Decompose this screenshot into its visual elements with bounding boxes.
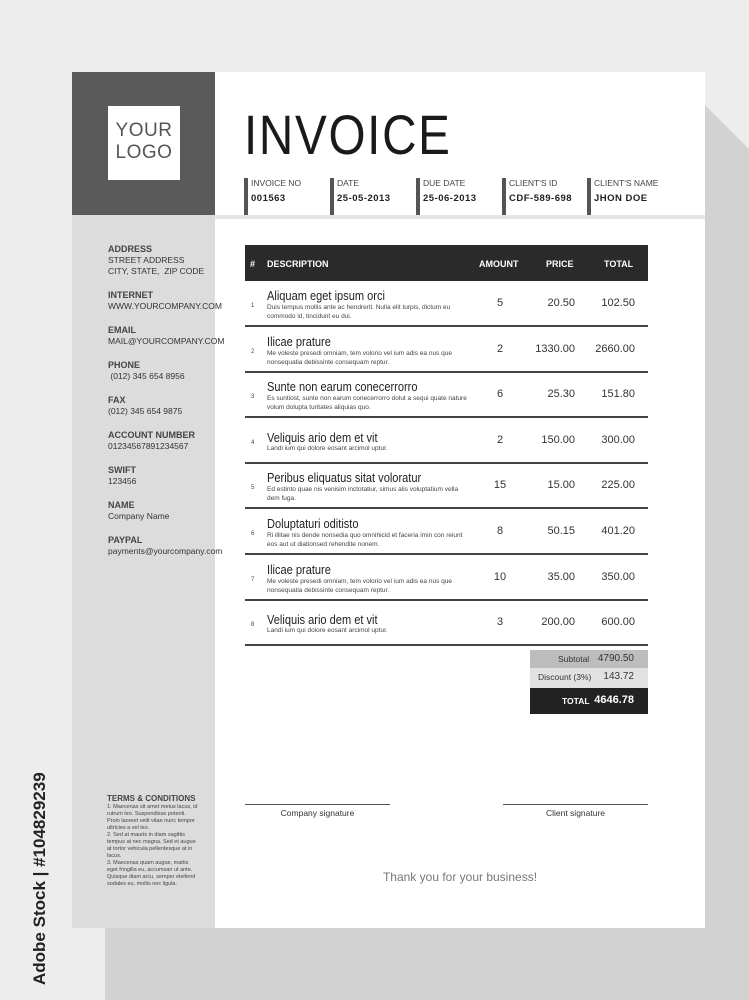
info-block bbox=[108, 430, 224, 452]
meta-label: DUE DATE bbox=[423, 178, 466, 188]
row-num: 7 bbox=[251, 576, 255, 583]
meta-value: 001563 bbox=[251, 193, 286, 204]
meta-value: 25-06-2013 bbox=[423, 193, 477, 204]
table-header bbox=[245, 245, 648, 281]
info-block bbox=[108, 465, 224, 487]
info-block bbox=[108, 500, 224, 522]
info-label: SWIFT bbox=[108, 465, 136, 475]
item-description: Es suntiost, sunte non earum conecerrorro dolut a sequi quate nature volum dolupta turitates aliquias quo. bbox=[267, 395, 467, 412]
item-price: 20.50 bbox=[547, 297, 575, 309]
item-price: 15.00 bbox=[547, 479, 575, 492]
terms-title: TERMS & CONDITIONS bbox=[107, 794, 196, 803]
invoice-page bbox=[72, 72, 705, 928]
info-label: ACCOUNT NUMBER bbox=[108, 430, 195, 440]
meta-label: CLIENT'S ID bbox=[509, 178, 558, 188]
logo-text: LOGO bbox=[115, 142, 173, 163]
item-title: Sunte non earum conecerrorro bbox=[267, 379, 418, 395]
meta-value: 25-05-2013 bbox=[337, 193, 391, 204]
item-price: 35.00 bbox=[547, 570, 575, 583]
row-num: 5 bbox=[251, 485, 255, 492]
terms-item: 2. Sed at mauris in diam sagittis tempus at nec magna. Sed et augue at tortor vehicula pellentesque at in lacus. bbox=[107, 832, 196, 859]
info-value: STREET ADDRESS bbox=[108, 255, 185, 265]
meta-field bbox=[330, 178, 391, 215]
item-amount: 5 bbox=[496, 297, 504, 309]
subtotal-value: 4790.50 bbox=[597, 653, 634, 664]
table-row bbox=[245, 509, 648, 555]
logo-panel bbox=[72, 72, 215, 215]
discount-label: Discount (3%) bbox=[538, 672, 592, 682]
company-info bbox=[108, 244, 224, 570]
item-amount: 15 bbox=[493, 479, 507, 492]
row-num: 8 bbox=[251, 622, 255, 629]
info-value: CITY, STATE, ZIP CODE bbox=[108, 266, 205, 276]
meta-label: INVOICE NO bbox=[251, 178, 302, 188]
item-title: Aliquam eget ipsum orci bbox=[267, 288, 385, 303]
subtotal-row bbox=[530, 650, 648, 668]
info-block bbox=[108, 360, 224, 382]
item-price: 200.00 bbox=[541, 616, 575, 629]
discount-row bbox=[530, 668, 648, 688]
header-divider bbox=[215, 215, 705, 219]
total-label: TOTAL bbox=[562, 696, 590, 706]
item-amount: 3 bbox=[496, 616, 504, 629]
item-total: 350.00 bbox=[601, 570, 635, 583]
item-total: 151.80 bbox=[601, 388, 635, 401]
item-total: 2660.00 bbox=[595, 342, 635, 355]
table-row bbox=[245, 327, 648, 373]
client-signature: Client signature bbox=[503, 804, 648, 818]
total-row bbox=[530, 688, 648, 714]
item-description: Landi ium qui dolore eosant arcimol uptur. bbox=[267, 444, 388, 452]
discount-value: 143.72 bbox=[603, 671, 634, 682]
table-row bbox=[245, 463, 648, 509]
item-amount: 8 bbox=[496, 525, 504, 537]
info-value: (012) 345 654 8956 bbox=[108, 371, 185, 381]
terms-item: 3. Maecenas quam augue, mattis eget fringilla eu, accumsan ut ante. Quisque diam arcu, semper eleifend sodales eu, mollis nec ligula. bbox=[107, 860, 196, 887]
meta-field bbox=[244, 178, 301, 215]
info-block bbox=[108, 535, 224, 557]
table-row bbox=[245, 281, 648, 327]
meta-value: CDF-589-698 bbox=[509, 193, 573, 204]
col-total: TOTAL bbox=[604, 259, 634, 269]
item-description: Me voleste presedi omniam, tem volorio vel ium adis ea nus que nonsequatia debissinte consequam reptur. bbox=[267, 349, 452, 366]
table-row bbox=[245, 418, 648, 464]
info-label: INTERNET bbox=[108, 290, 153, 300]
info-block bbox=[108, 325, 224, 347]
page-title: INVOICE bbox=[244, 103, 452, 166]
meta-value: JHON DOE bbox=[594, 193, 648, 204]
item-amount: 10 bbox=[493, 570, 507, 583]
logo bbox=[108, 106, 180, 180]
info-value: (012) 345 654 9875 bbox=[108, 406, 183, 416]
info-value: MAIL@YOURCOMPANY.COM bbox=[108, 336, 225, 346]
col-amount: AMOUNT bbox=[479, 259, 519, 269]
row-num: 6 bbox=[251, 531, 255, 537]
item-amount: 2 bbox=[496, 433, 504, 446]
item-title: Veliquis ario dem et vit bbox=[267, 612, 378, 628]
item-title: Peribus eliquatus sitat voloratur bbox=[267, 470, 422, 486]
table-row bbox=[245, 600, 648, 646]
table-row bbox=[245, 372, 648, 418]
info-label: PHONE bbox=[108, 360, 141, 370]
item-total: 401.20 bbox=[601, 525, 635, 537]
row-num: 2 bbox=[251, 348, 255, 355]
item-description: Me voleste presedi omniam, tem volorio vel ium adis ea nus que nonsequatia debissinte consequam reptur. bbox=[267, 577, 452, 594]
row-num: 1 bbox=[251, 303, 255, 309]
item-amount: 2 bbox=[496, 342, 504, 355]
info-value: 01234567891234567 bbox=[108, 441, 189, 451]
info-label: EMAIL bbox=[108, 325, 136, 335]
row-num: 4 bbox=[251, 439, 255, 446]
item-price: 150.00 bbox=[541, 433, 575, 446]
info-value: 123456 bbox=[108, 476, 137, 486]
info-label: PAYPAL bbox=[108, 535, 143, 545]
meta-label: CLIENT'S NAME bbox=[594, 178, 659, 188]
item-total: 225.00 bbox=[601, 479, 635, 492]
meta-field bbox=[502, 178, 572, 215]
info-block bbox=[108, 395, 224, 417]
item-title: Ilicae prature bbox=[267, 333, 331, 349]
company-signature: Company signature bbox=[245, 804, 390, 818]
info-block bbox=[108, 244, 224, 277]
watermark: Adobe Stock | #104829239 bbox=[30, 772, 49, 985]
item-description: Landi ium qui dolore eosant arcimol uptur. bbox=[267, 627, 388, 635]
item-title: Ilicae prature bbox=[267, 561, 331, 577]
row-num: 3 bbox=[251, 394, 255, 401]
meta-field bbox=[587, 178, 658, 215]
info-value: Company Name bbox=[108, 511, 170, 521]
item-description: Ed estinto quae nis venisim inctotatiur, simus alis voluptatium vella dem fuga. bbox=[267, 486, 459, 503]
thank-you-note: Thank you for your business! bbox=[382, 870, 538, 884]
item-price: 25.30 bbox=[547, 388, 575, 401]
table-row bbox=[245, 555, 648, 601]
item-description: Duis tempus mollis ante ac hendrerit. Nulla elit turpis, dictum eu commodo id, tincidunt eu dui. bbox=[267, 304, 451, 320]
col-price: PRICE bbox=[546, 259, 574, 269]
item-price: 1330.00 bbox=[535, 342, 575, 355]
meta-field bbox=[416, 178, 477, 215]
item-amount: 6 bbox=[496, 388, 504, 401]
item-total: 102.50 bbox=[601, 297, 635, 309]
item-title: Doluptaturi oditisto bbox=[267, 516, 359, 531]
info-label: ADDRESS bbox=[108, 244, 153, 254]
item-price: 50.15 bbox=[547, 525, 575, 537]
info-value: payments@yourcompany.com bbox=[108, 546, 223, 556]
total-value: 4646.78 bbox=[594, 694, 634, 706]
info-block bbox=[108, 290, 224, 312]
info-label: NAME bbox=[108, 500, 135, 510]
terms-item: 1. Maecenas sit amet metus lacus, id rutrum leo. Suspendisse potenti. Proin laoreet velit vitae nunc tempor ultricies a vel leo. bbox=[107, 804, 198, 831]
col-description: DESCRIPTION bbox=[267, 259, 329, 269]
item-description: Ri illitae nis dende nonsedia quo omnihicid et faceria imin con reiunt eos aut ut diationsed rehendite nonem. bbox=[267, 532, 463, 548]
col-num: # bbox=[250, 259, 256, 269]
item-title: Veliquis ario dem et vit bbox=[267, 429, 378, 445]
info-label: FAX bbox=[108, 395, 126, 405]
item-total: 300.00 bbox=[601, 433, 635, 446]
subtotal-label: Subtotal bbox=[558, 654, 590, 664]
meta-label: DATE bbox=[337, 178, 360, 188]
item-total: 600.00 bbox=[601, 616, 635, 629]
info-value: WWW.YOURCOMPANY.COM bbox=[108, 301, 222, 311]
logo-text: YOUR bbox=[115, 120, 173, 141]
